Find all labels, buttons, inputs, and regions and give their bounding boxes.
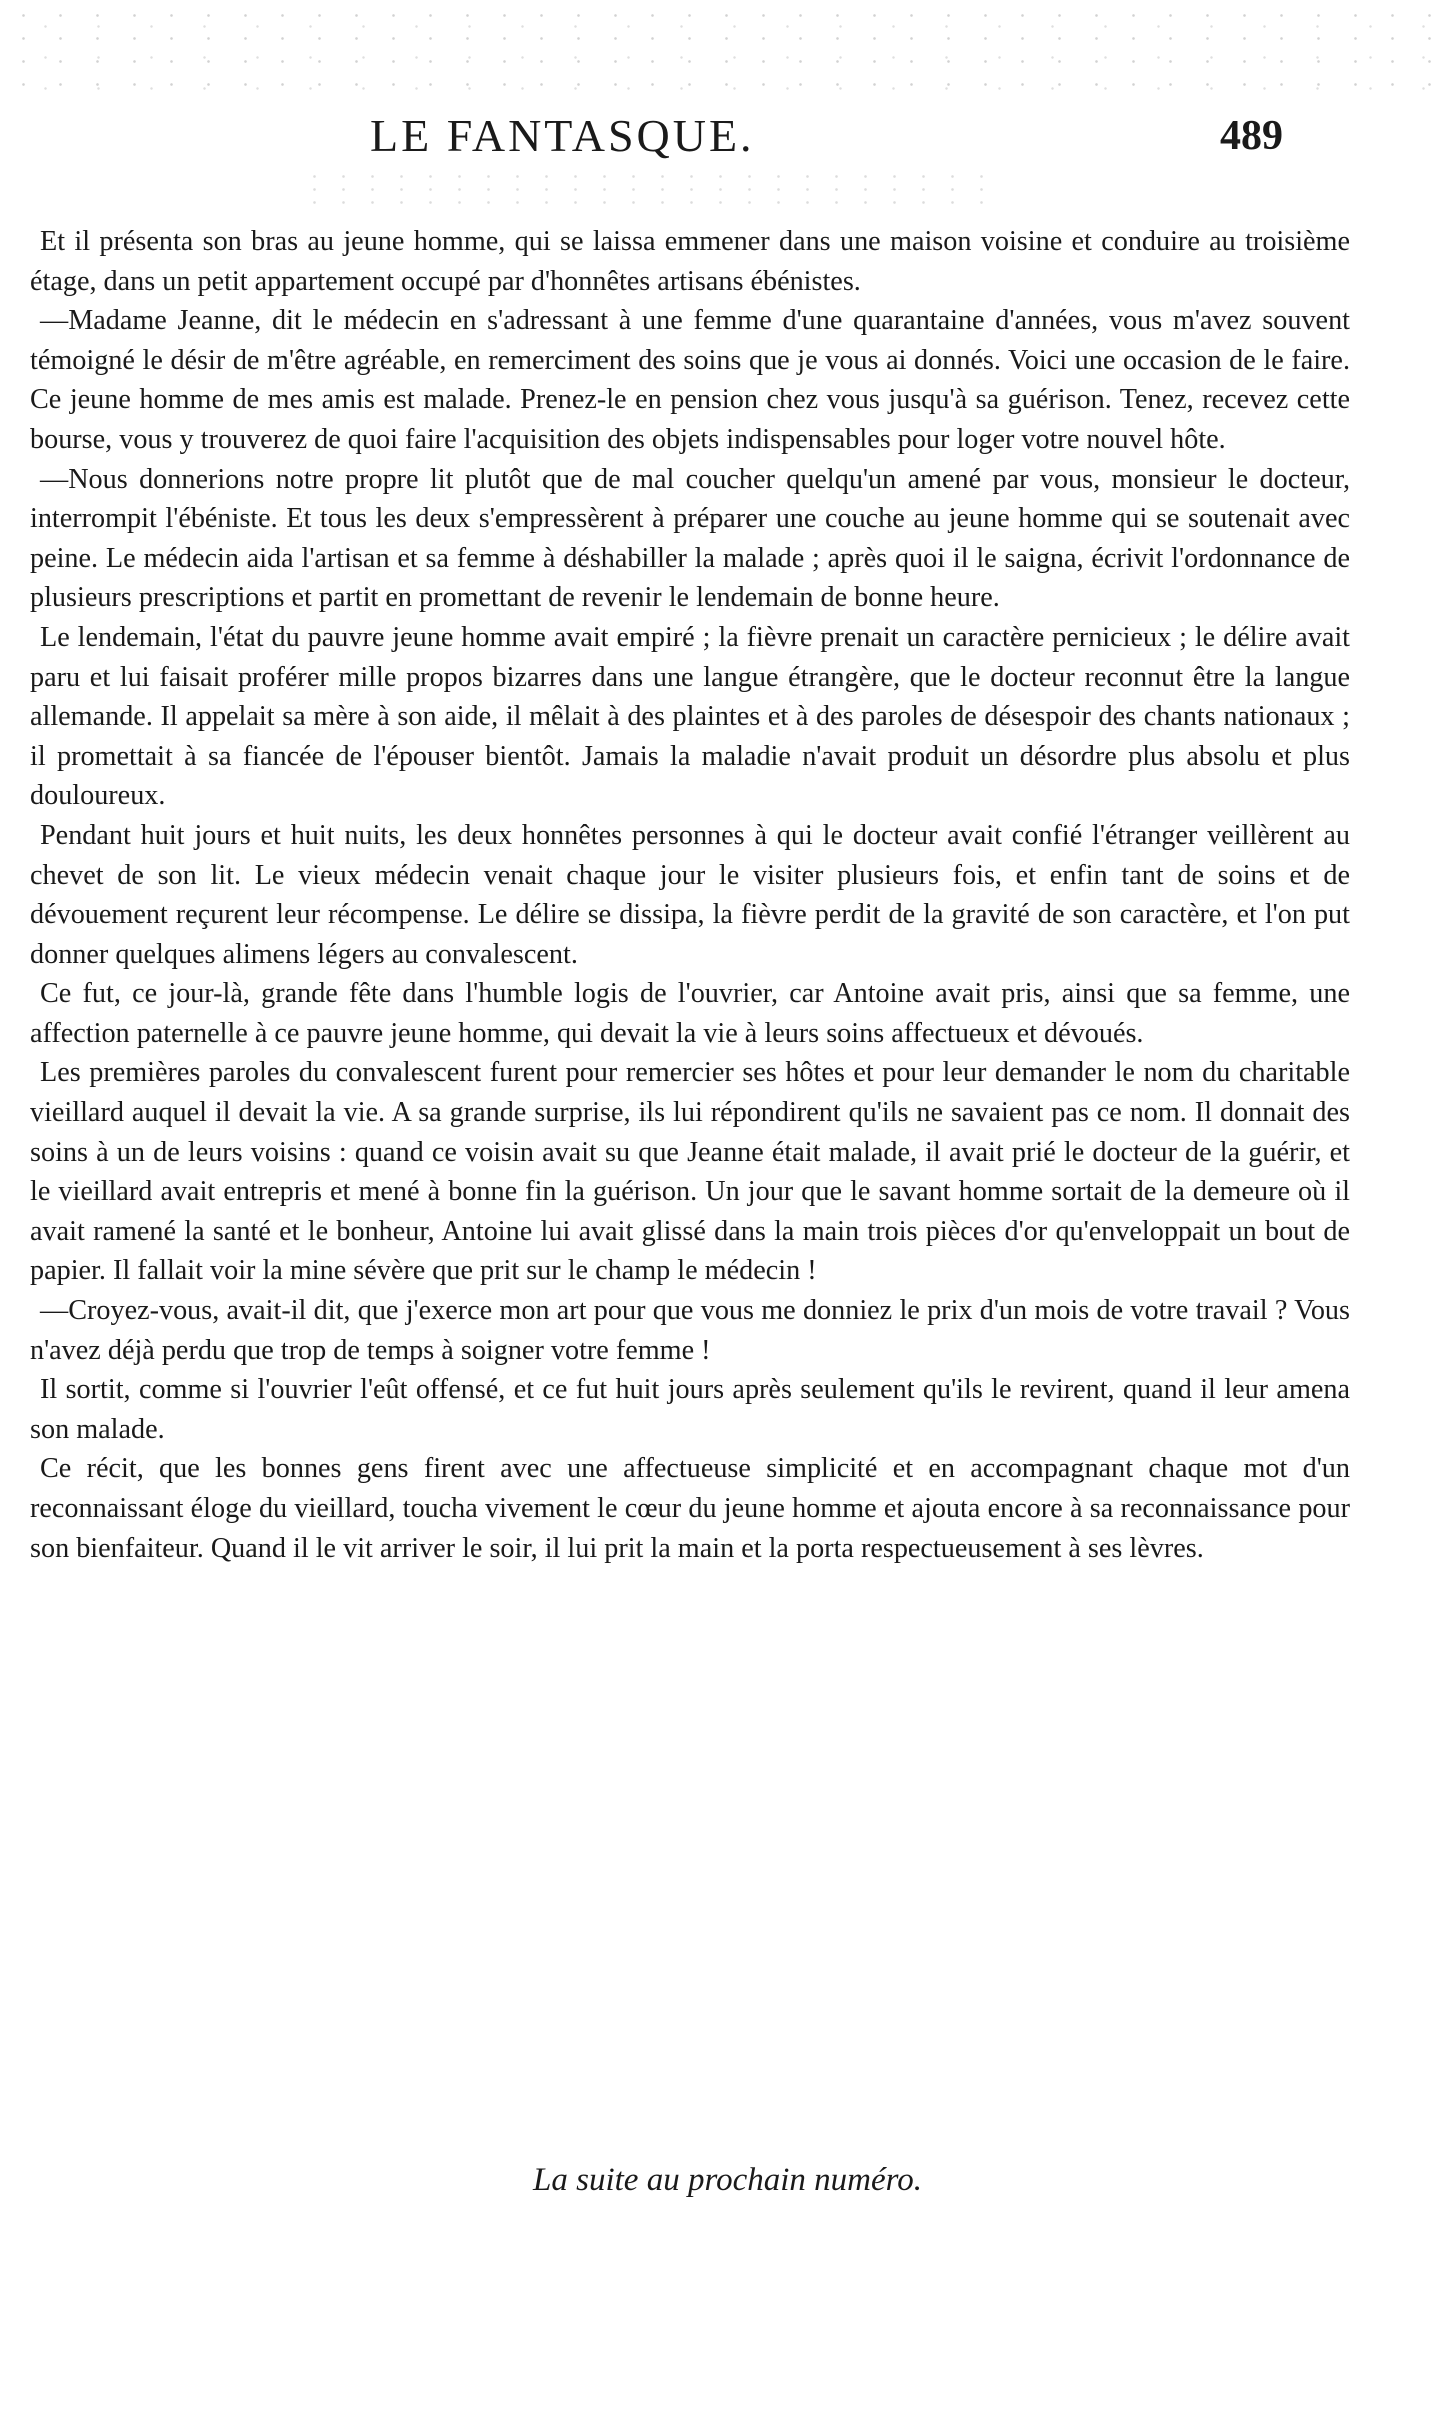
scan-noise	[300, 170, 1000, 210]
scan-noise	[0, 0, 1455, 90]
page-header	[0, 108, 1455, 168]
paragraph: Et il présenta son bras au jeune homme, qui se laissa emmener dans une maison voisine et conduire au troisième étage, dans un petit appartement occupé par d'honnêtes artisans ébénistes.	[30, 226, 1350, 297]
running-title: LE FANTASQUE.	[370, 110, 755, 161]
paragraph: Ce fut, ce jour-là, grande fête dans l'humble logis de l'ouvrier, car Antoine avait pris, ainsi que sa femme, une affection paternelle à ce pauvre jeune homme, qui devait la vie à leurs soins affectueux et dévoués.	[30, 978, 1350, 1049]
paragraph: Pendant huit jours et huit nuits, les deux honnêtes personnes à qui le docteur avait confié l'étranger veillèrent au chevet de son lit. Le vieux médecin venait chaque jour le visiter plusieurs fois, et enfin tant de soins et de dévouement reçurent leur récompense. Le délire se dissipa, la fièvre perdit de la gravité de son caractère, et l'on put donner quelques alimens légers au convalescent.	[30, 819, 1350, 970]
continuation-note: La suite au prochain numéro.	[533, 2162, 922, 2198]
paragraph: Les premières paroles du convalescent furent pour remercier ses hôtes et pour leur demander le nom du charitable vieillard auquel il devait la vie. A sa grande surprise, ils lui répondirent qu'ils ne savaient pas ce nom. Il donnait des soins à un de leurs voisins : quand ce voisin avait su que Jeanne était malade, il avait prié le docteur de la guérir, et le vieillard avait entrepris et mené à bonne fin la guérison. Un jour que le savant homme sortait de la demeure où il avait ramené la santé et le bonheur, Antoine lui avait glissé dans la main trois pièces d'or qu'enveloppait un bout de papier. Il fallait voir la mine sévère que prit sur le champ le médecin !	[30, 1057, 1350, 1287]
paragraph: Il sortit, comme si l'ouvrier l'eût offensé, et ce fut huit jours après seulement qu'ils le revirent, quand il leur amena son malade.	[30, 1374, 1350, 1445]
article-body	[30, 222, 1350, 1568]
paragraph: Ce récit, que les bonnes gens firent avec une affectueuse simplicité et en accompagnant chaque mot d'un reconnaissant éloge du vieillard, toucha vivement le cœur du jeune homme et ajouta encore à sa reconnaissance pour son bienfaiteur. Quand il le vit arriver le soir, il lui prit la main et la porta respectueusement à ses lèvres.	[30, 1453, 1350, 1564]
paragraph: Le lendemain, l'état du pauvre jeune homme avait empiré ; la fièvre prenait un caractère pernicieux ; le délire avait paru et lui faisait proférer mille propos bizarres dans une langue étrangère, que le docteur reconnut être la langue allemande. Il appelait sa mère à son aide, il mêlait à des plaintes et à des paroles de désespoir des chants nationaux ; il promettait à sa fiancée de l'épouser bientôt. Jamais la maladie n'avait produit un désordre plus absolu et plus douloureux.	[30, 621, 1350, 812]
paragraph: —Nous donnerions notre propre lit plutôt que de mal coucher quelqu'un amené par vous, monsieur le docteur, interrompit l'ébéniste. Et tous les deux s'empressèrent à préparer une couche au jeune homme qui se soutenait avec peine. Le médecin aida l'artisan et sa femme à déshabiller la malade ; après quoi il le saigna, écrivit l'ordonnance de plusieurs prescriptions et partit en promettant de revenir le lendemain de bonne heure.	[30, 463, 1350, 614]
page-number: 489	[1220, 113, 1283, 159]
paragraph: —Madame Jeanne, dit le médecin en s'adressant à une femme d'une quarantaine d'années, vous m'avez souvent témoigné le désir de m'être agréable, en remerciment des soins que je vous ai donnés. Voici une occasion de le faire. Ce jeune homme de mes amis est malade. Prenez-le en pension chez vous jusqu'à sa guérison. Tenez, recevez cette bourse, vous y trouverez de quoi faire l'acquisition des objets indispensables pour loger votre nouvel hôte.	[30, 305, 1350, 455]
paragraph: —Croyez-vous, avait-il dit, que j'exerce mon art pour que vous me donniez le prix d'un mois de votre travail ? Vous n'avez déjà perdu que trop de temps à soigner votre femme !	[30, 1295, 1350, 1366]
